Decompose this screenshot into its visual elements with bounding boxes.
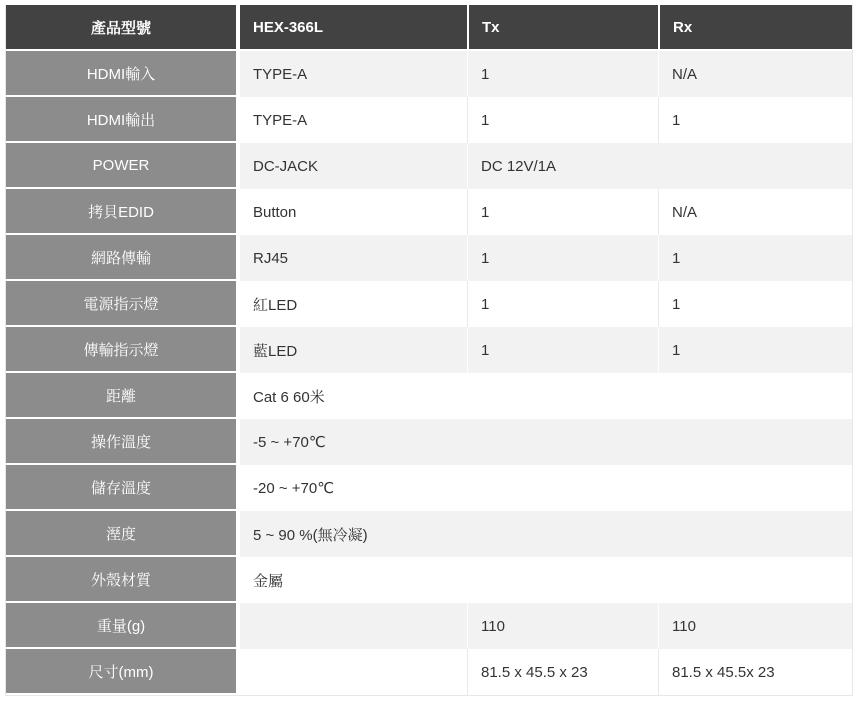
header-rx: Rx: [658, 5, 852, 51]
header-model-number: HEX-366L: [240, 5, 467, 51]
cell-tx-value: 1: [467, 51, 658, 97]
row-housing-material: [6, 557, 852, 603]
cell-rx-value: 1: [658, 327, 852, 373]
row-label: 儲存溫度: [6, 465, 240, 511]
cell-span-value: DC 12V/1A: [467, 143, 852, 189]
row-hdmi-output: [6, 97, 852, 143]
cell-connector: DC-JACK: [253, 157, 319, 175]
cell-tx-value: 1: [467, 327, 658, 373]
cell-tx-value: 1: [467, 281, 658, 327]
spec-table: [5, 5, 853, 696]
cell-rx-value: 1: [658, 281, 852, 327]
cell-tx-value: 1: [467, 97, 658, 143]
cell-connector-empty: [240, 649, 467, 695]
cell-connector: Button: [253, 203, 297, 221]
cell-rx-value: 1: [658, 97, 852, 143]
row-dimensions: [6, 649, 852, 695]
table-header-row: [6, 5, 852, 51]
cell-tx-value: 1: [467, 189, 658, 235]
row-copy-edid: [6, 189, 852, 235]
row-power: [6, 143, 852, 189]
cell-span-value: -20 ~ +70℃: [253, 480, 335, 497]
row-weight: [6, 603, 852, 649]
cell-tx-value: 1: [467, 235, 658, 281]
row-label: 網路傳輸: [6, 235, 240, 281]
cell-connector: 紅LED: [253, 296, 298, 314]
row-distance: [6, 373, 852, 419]
cell-rx-value: 81.5 x 45.5x 23: [658, 649, 852, 695]
row-label: POWER: [6, 143, 240, 189]
cell-tx-value: 110: [467, 603, 658, 649]
cell-rx-value: 1: [658, 235, 852, 281]
cell-span-value: 5 ~ 90 %(無冷凝): [253, 526, 368, 544]
cell-connector: TYPE-A: [253, 65, 308, 83]
cell-connector-empty: [240, 603, 467, 649]
cell-connector: 藍LED: [253, 342, 298, 360]
row-label: 尺寸(mm): [6, 649, 240, 695]
row-storage-temperature: [6, 465, 852, 511]
row-label: 距離: [6, 373, 240, 419]
row-label: HDMI輸入: [6, 51, 240, 97]
row-label: 溼度: [6, 511, 240, 557]
row-label: 重量(g): [6, 603, 240, 649]
row-label: 操作溫度: [6, 419, 240, 465]
cell-connector: RJ45: [253, 249, 289, 267]
row-operating-temperature: [6, 419, 852, 465]
cell-span-value: 金屬: [253, 572, 284, 590]
row-humidity: [6, 511, 852, 557]
row-transmission-indicator: [6, 327, 852, 373]
row-hdmi-input: [6, 51, 852, 97]
cell-connector: TYPE-A: [253, 111, 308, 129]
cell-rx-value: 110: [658, 603, 852, 649]
row-label: HDMI輸出: [6, 97, 240, 143]
header-tx: Tx: [467, 5, 658, 51]
cell-span-value: -5 ~ +70℃: [253, 434, 326, 451]
row-label: 電源指示燈: [6, 281, 240, 327]
row-network-transmission: [6, 235, 852, 281]
cell-tx-value: 81.5 x 45.5 x 23: [467, 649, 658, 695]
cell-span-value: Cat 6 60米: [253, 388, 325, 406]
cell-rx-value: N/A: [658, 51, 852, 97]
row-label: 傳輸指示燈: [6, 327, 240, 373]
row-label: 外殼材質: [6, 557, 240, 603]
row-label: 拷貝EDID: [6, 189, 240, 235]
row-power-indicator: [6, 281, 852, 327]
cell-rx-value: N/A: [658, 189, 852, 235]
header-product-model: 產品型號: [6, 5, 240, 51]
